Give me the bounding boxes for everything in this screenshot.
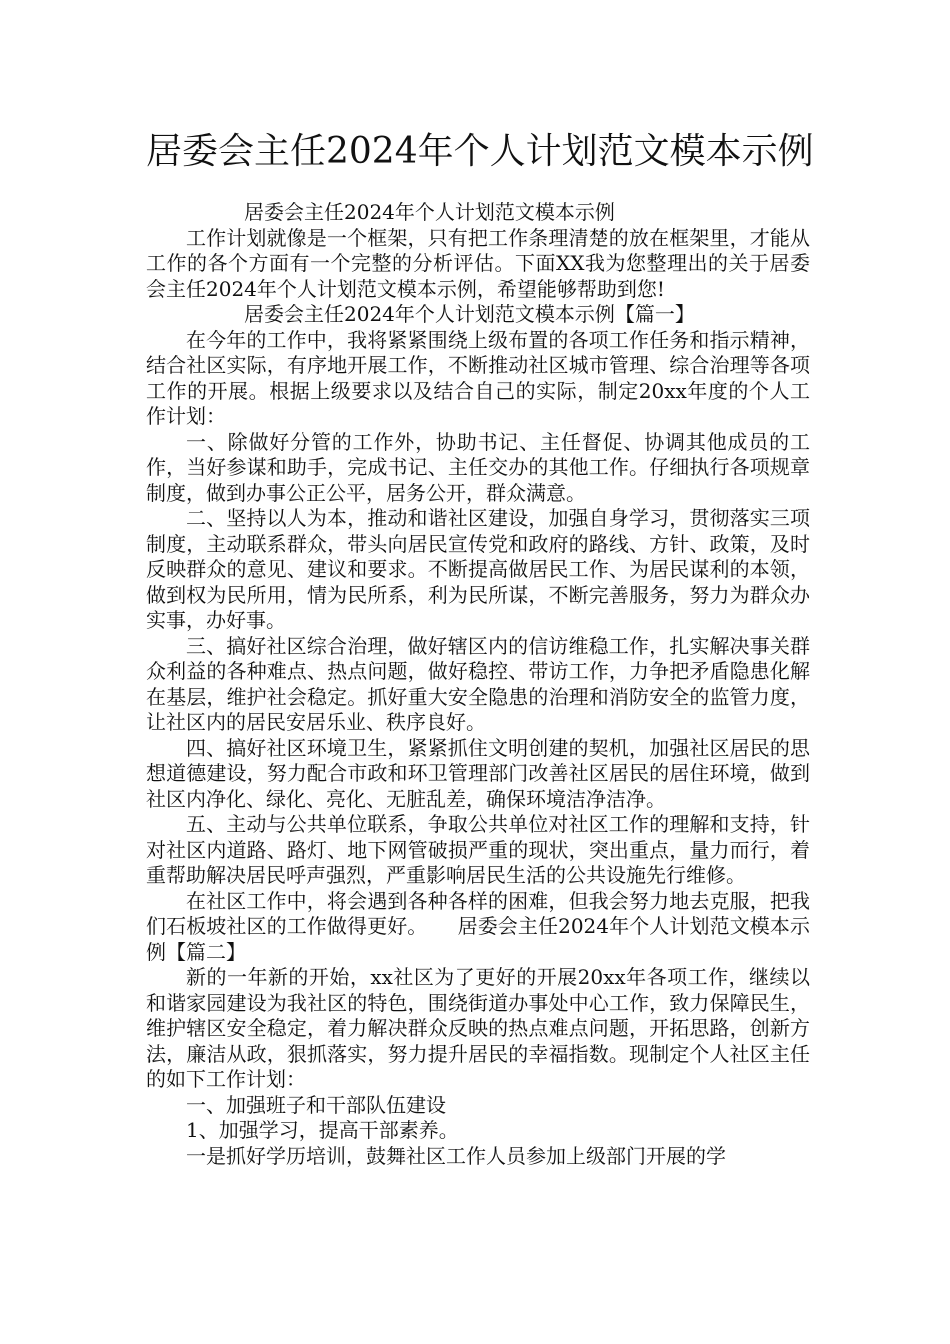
paragraph: 五、主动与公共单位联系，争取公共单位对社区工作的理解和支持，针对社区内道路、路灯、地下网管破损严重的现状，突出重点，量力而行，着重帮助解决居民呼声强烈，严重影响居民生活的公共设施先行维修。	[146, 812, 810, 887]
paragraph: 一是抓好学历培训，鼓舞社区工作人员参加上级部门开展的学	[186, 1143, 726, 1168]
document-title: 居委会主任2024年个人计划范文模本示例	[146, 131, 814, 172]
paragraph: 1、加强学习，提高干部素养。	[186, 1118, 459, 1142]
intro-paragraph: 工作计划就像是一个框架，只有把工作条理清楚的放在框架里，才能从工作的各个方面有一个完整的分析评估。下面XX我为您整理出的关于居委会主任2024年个人计划范文模本示例，希望能够帮助到您!	[146, 225, 810, 301]
paragraph: 四、搞好社区环境卫生，紧紧抓住文明创建的契机，加强社区居民的思想道德建设，努力配合市政和环卫管理部门改善社区居民的居住环境，做到社区内净化、绿化、亮化、无脏乱差，确保环境洁净洁净。	[146, 735, 810, 811]
paragraph: 三、搞好社区综合治理，做好辖区内的信访维稳工作，扎实解决事关群众利益的各种难点、热点问题，做好稳控、带访工作，力争把矛盾隐患化解在基层，维护社会稳定。抓好重大安全隐患的治理和消防安全的监管力度，让社区内的居民安居乐业、秩序良好。	[146, 633, 810, 734]
paragraph: 二、坚持以人为本，推动和谐社区建设，加强自身学习，贯彻落实三项制度，主动联系群众，带头向居民宣传党和政府的路线、方针、政策，及时反映群众的意见、建议和要求。不断提高做居民工作、为居民谋利的本领，做到权为民所用，情为民所系，利为民所谋，不断完善服务，努力为群众办实事，办好事。	[146, 506, 810, 632]
section-heading-part-one: 居委会主任2024年个人计划范文模本示例【篇一】	[244, 302, 695, 326]
paragraph: 在今年的工作中，我将紧紧围绕上级布置的各项工作任务和指示精神，结合社区实际，有序地开展工作，不断推动社区城市管理、综合治理等各项工作的开展。根据上级要求以及结合自己的实际，制定20xx年度的个人工作计划：	[146, 327, 810, 428]
paragraph: 一、除做好分管的工作外，协助书记、主任督促、协调其他成员的工作，当好参谋和助手，完成书记、主任交办的其他工作。仔细执行各项规章制度，做到办事公正公平，居务公开，群众满意。	[146, 429, 810, 505]
subtitle-paragraph: 居委会主任2024年个人计划范文模本示例	[244, 200, 615, 224]
document-body	[146, 200, 810, 1169]
paragraph: 一、加强班子和干部队伍建设	[186, 1092, 446, 1117]
paragraph: 新的一年新的开始，xx社区为了更好的开展20xx年各项工作，继续以和谐家园建设为我社区的特色，围绕街道办事处中心工作，致力保障民生，维护辖区安全稳定，着力解决群众反映的热点难点问题，开拓思路，创新方法，廉洁从政，狠抓落实，努力提升居民的幸福指数。现制定个人社区主任的如下工作计划：	[146, 965, 810, 1091]
paragraph: 在社区工作中，将会遇到各种各样的困难，但我会努力地去克服，把我们石板坡社区的工作做得更好。 居委会主任2024年个人计划范文模本示例【篇二】	[146, 888, 810, 964]
